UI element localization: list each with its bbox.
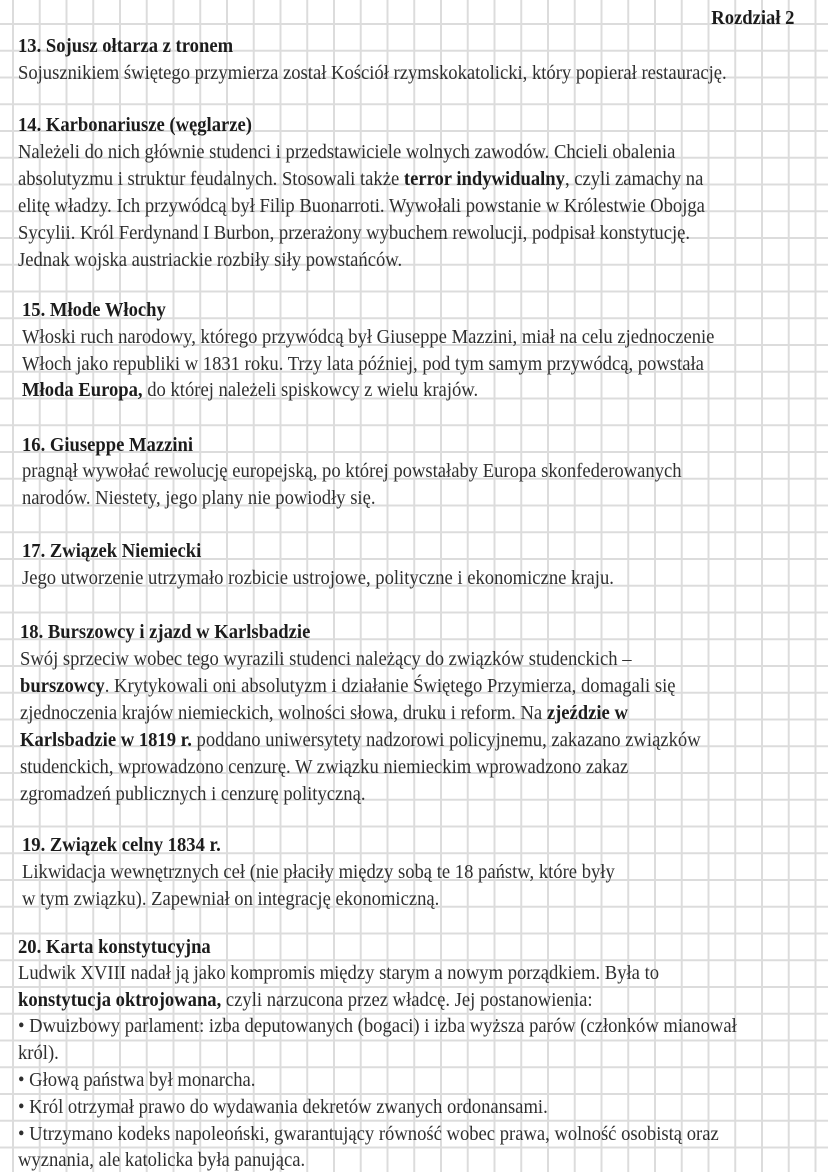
bullet-item — [18, 1122, 719, 1146]
text-line — [22, 486, 376, 510]
text-line — [18, 194, 705, 218]
text-run: do której należeli spiskowcy z wielu krajów. — [142, 379, 479, 401]
text-run: • Dwuizbowy parlament: izba deputowanych (bogaci) i izba wyższa parów (członków mianował — [18, 1015, 737, 1037]
bullet-item — [18, 1068, 255, 1092]
text-run: poddano uniwersytety nadzorowi policyjnemu, zakazano związków — [191, 729, 701, 751]
text-run: studenckich, wprowadzono cenzurę. W związku niemieckim wprowadzono zakaz — [20, 756, 629, 778]
text-line — [18, 1148, 305, 1172]
text-run: Swój sprzeciw wobec tego wyrazili studenci należący do związków studenckich – — [20, 648, 632, 670]
text-line — [20, 755, 628, 779]
text-line — [18, 61, 727, 85]
section-title: 13. Sojusz ołtarza z tronem — [18, 35, 234, 57]
text-line — [18, 961, 659, 985]
bullet-item — [18, 1095, 548, 1119]
text-run: • Głową państwa był monarcha. — [18, 1069, 256, 1091]
section-title: 14. Karbonariusze (węglarze) — [18, 114, 252, 136]
text-run: Sojusznikiem świętego przymierza został Kościół rzymskokatolicki, który popierał restaurację. — [18, 62, 727, 84]
text-run: elitę władzy. Ich przywódcą był Filip Buonarroti. Wywołali powstanie w Królestwie Obojga — [18, 195, 705, 217]
text-line — [22, 887, 439, 911]
chapter-label: Rozdział 2 — [710, 7, 794, 29]
bold-term: konstytucja oktrojowana, — [18, 989, 222, 1011]
text-run: Jednak wojska austriackie rozbiły siły powstańców. — [18, 249, 403, 271]
section-title: 17. Związek Niemiecki — [22, 540, 202, 562]
bullet-item — [18, 1014, 737, 1038]
text-run: czyli narzucona przez władcę. Jej postanowienia: — [221, 989, 593, 1011]
text-run: Należeli do nich głównie studenci i przedstawiciele wolnych zawodów. Chcieli obalenia — [18, 141, 676, 163]
text-line — [22, 378, 478, 402]
text-line — [18, 221, 690, 245]
text-run: , czyli zamachy na — [564, 168, 704, 190]
text-run: Ludwik XVIII nadał ją jako kompromis między starym a nowym porządkiem. Była to — [18, 962, 660, 984]
text-line — [18, 1041, 59, 1065]
text-run: absolutyzmu i struktur feudalnych. Stosowali także — [18, 168, 404, 190]
text-line — [22, 566, 614, 590]
text-line — [18, 140, 675, 164]
section-title: 18. Burszowcy i zjazd w Karlsbadzie — [20, 621, 311, 643]
text-line — [20, 674, 676, 698]
text-run: zjednoczenia krajów niemieckich, wolności słowa, druku i reform. Na — [20, 702, 547, 724]
text-line — [20, 701, 628, 725]
text-run: Jego utworzenie utrzymało rozbicie ustrojowe, polityczne i ekonomiczne kraju. — [22, 567, 614, 589]
bold-term: zjeździe w — [546, 702, 628, 724]
text-run: • Utrzymano kodeks napoleoński, gwarantujący równość wobec prawa, wolność osobistą oraz — [18, 1123, 719, 1145]
text-run: wyznania, ale katolicka była panująca. — [18, 1149, 306, 1171]
text-run: Sycylii. Król Ferdynand I Burbon, przerażony wybuchem rewolucji, podpisał konstytucję. — [18, 222, 691, 244]
text-line — [22, 352, 704, 376]
text-line — [18, 167, 703, 191]
text-run: • Król otrzymał prawo do wydawania dekretów zwanych ordonansami. — [18, 1096, 548, 1118]
bold-term: terror indywidualny — [403, 168, 565, 190]
text-run: . Krytykowali oni absolutyzm i działanie Świętego Przymierza, domagali się — [104, 675, 676, 697]
text-run: narodów. Niestety, jego plany nie powiodły się. — [22, 487, 376, 509]
text-run: w tym związku). Zapewniał on integrację ekonomiczną. — [22, 888, 440, 910]
text-line — [22, 860, 615, 884]
bold-term: Młoda Europa, — [22, 379, 143, 401]
text-run: Likwidacja wewnętrznych ceł (nie płaciły między sobą te 18 państw, które były — [22, 861, 615, 883]
section-title: 16. Giuseppe Mazzini — [22, 434, 194, 456]
text-line — [22, 325, 714, 349]
section-title: 19. Związek celny 1834 r. — [22, 834, 221, 856]
bold-term: Karlsbadzie w 1819 r. — [20, 729, 192, 751]
text-run: zgromadzeń publicznych i cenzurę polityczną. — [20, 783, 366, 805]
text-line — [22, 459, 682, 483]
text-line — [20, 728, 701, 752]
text-line — [18, 248, 402, 272]
text-line — [20, 647, 632, 671]
bold-term: burszowcy — [20, 675, 105, 697]
section-title: 15. Młode Włochy — [22, 299, 166, 321]
text-run: pragnął wywołać rewolucję europejską, po której powstałaby Europa skonfederowanych — [22, 460, 682, 482]
section-title: 20. Karta konstytucyjna — [18, 936, 211, 958]
text-line — [18, 988, 593, 1012]
text-line — [20, 782, 365, 806]
text-run: Włoski ruch narodowy, którego przywódcą był Giuseppe Mazzini, miał na celu zjednoczenie — [22, 326, 715, 348]
text-run: król). — [18, 1042, 59, 1064]
text-run: Włoch jako republiki w 1831 roku. Trzy lata później, pod tym samym przywódcą, powstała — [22, 353, 704, 375]
